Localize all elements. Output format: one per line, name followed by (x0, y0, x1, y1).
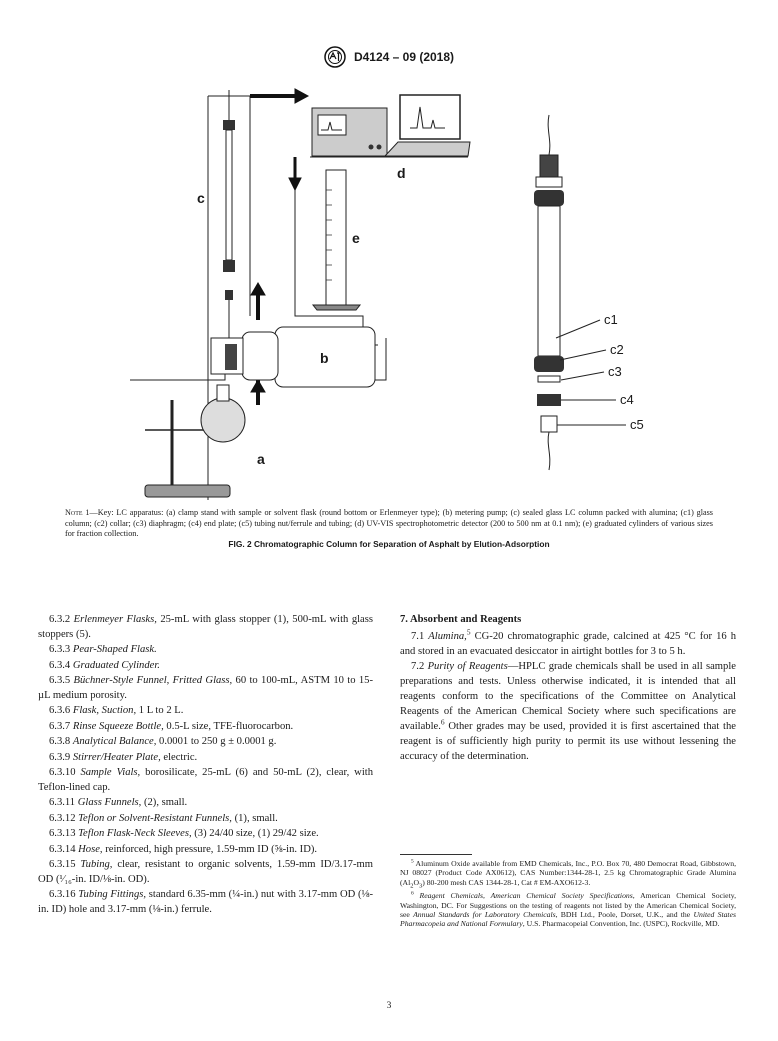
apparatus-diagram (120, 80, 680, 500)
list-item: 6.3.10 Sample Vials, borosilicate, 25-mL (6) and 50-mL (2), clear, with Teflon-lined cap. (38, 767, 374, 793)
figure-2-apparatus (120, 80, 680, 500)
list-item: 6.3.6 Flask, Suction, 1 L to 2 L. (49, 705, 184, 717)
uv-vis-detector (312, 95, 470, 156)
footnote-6: $^6$ Reagent Chemicals, American Chemical Society Specifications, American Chemical Society, Washington, DC. For Suggestions on the testing of reagents not listed by the American Chemical Society, see Annual Standards for Laboratory Chemicals, BDH Ltd., Poole, Dorset, U.K., and the United States Pharmacopeia and National Formulary, U.S. Pharmacopeial Convention, Inc. (USPC), Rockville, MD. (400, 890, 736, 929)
label-c2: c2 (610, 342, 624, 357)
label-b: b (320, 350, 329, 366)
page-number: 3 (386, 1001, 392, 1011)
metering-pump (211, 327, 375, 387)
section-heading: 7. Absorbent and Reagents (400, 614, 522, 625)
figure-caption: FIG. 2 Chromatographic Column for Separation of Asphalt by Elution-Adsorption (228, 539, 550, 549)
list-item: 6.3.11 Glass Funnels, (2), small. (49, 797, 188, 809)
right-column (400, 613, 736, 765)
left-column (38, 613, 373, 918)
paragraph-7-1: 7.1 Alumina,$^5$ CG-20 chromatographic grade, calcined at 425 °C for 16 h and stored in an evacuated desiccator in airtight bottles for 3 to 5 h. (400, 627, 736, 657)
document-header (0, 46, 778, 68)
list-item: 6.3.5 Büchner-Style Funnel, Fritted Glass, 60 to 100-mL, ASTM 10 to 15-µL medium porosity. (38, 675, 373, 702)
list-item: 6.3.13 Teflon Flask-Neck Sleeves, (3) 24/40 size, (1) 29/42 size. (49, 828, 319, 840)
list-item: 6.3.15 Tubing, clear, resistant to organic solvents, 1.59-mm ID/3.17-mm OD (¹⁄₁₆-in. ID/⅛-in. OD). (38, 859, 373, 885)
list-item: 6.3.3 Pear-Shaped Flask. (49, 644, 157, 656)
label-c: c (197, 190, 205, 206)
paragraph-7-2: 7.2 Purity of Reagents—HPLC grade chemicals shall be used in all sample preparations and tests. Unless otherwise indicated, it is intended that all reagents conform to the specifications of the Committee on Analytical Reagents of the American Chemical Society where such specifications are available.$^6$ Other grades may be used, provided it is first ascertained that the reagent is of sufficiently high purity to permit its use without lessening the accuracy of the determination. (400, 661, 736, 762)
standard-designation: D4124 – 09 (2018) (353, 50, 455, 64)
label-c4: c4 (620, 392, 634, 407)
list-item: 6.3.9 Stirrer/Heater Plate, electric. (49, 751, 198, 763)
list-item: 6.3.8 Analytical Balance, 0.0001 to 250 g ± 0.0001 g. (49, 736, 277, 748)
label-c5: c5 (630, 417, 644, 432)
clamp-stand (145, 385, 245, 497)
footnote-rule (400, 854, 472, 855)
list-item: 6.3.14 Hose, reinforced, high pressure, 1.59-mm ID (⅝-in. ID). (49, 843, 318, 855)
label-c1: c1 (604, 312, 618, 327)
astm-logo-icon (324, 46, 346, 68)
note-text: —Key: LC apparatus: (a) clamp stand with sample or solvent flask (round bottom or Erlenmeyer type); (b) metering pump; (c) sealed glass LC column packed with alumina; (c1) glass column; (c2) collar; (c3) diaphragm; (c4) end plate; (c5) tubing nut/ferrule and tubing; (d) UV-VIS spectrophotometric detector (200 to 500 nm at 0.1 nm); (e) graduated cylinders of various sizes for fraction collection. (65, 508, 713, 539)
figure-note (65, 508, 713, 540)
footnotes (400, 854, 736, 930)
label-d: d (397, 165, 406, 181)
list-item: 6.3.4 Graduated Cylinder. (49, 659, 160, 671)
lc-column-small (223, 90, 235, 338)
footnote-5: $^5$ Aluminum Oxide available from EMD Chemicals, Inc., P.O. Box 70, 480 Democrat Road, Gibbstown, NJ 08027 (Product Code AX0612), CAS Number:1344-28-1, 2.5 kg Chromatographic Grade Alumina $(Al_2O_3)$ 80-200 mesh CAS 1344-28-1, Cat # EM-AXO612-3. (400, 858, 736, 890)
label-c3: c3 (608, 364, 622, 379)
label-a: a (257, 451, 265, 467)
list-item: 6.3.16 Tubing Fittings, standard 6.35-mm (¼-in.) nut with 3.17-mm OD (⅛-in. ID) hole and 3.17-mm (⅛-in.) ferrule. (38, 889, 374, 916)
list-item: 6.3.12 Teflon or Solvent-Resistant Funnels, (1), small. (49, 812, 278, 824)
list-item: 6.3.7 Rinse Squeeze Bottle, 0.5-L size, TFE-fluorocarbon. (49, 720, 294, 732)
list-item: 6.3.2 Erlenmeyer Flasks, 25-mL with glass stopper (1), 500-mL with glass stoppers (5). (38, 614, 374, 640)
note-prefix: Note 1 (65, 508, 90, 517)
label-e: e (352, 230, 360, 246)
lc-column-detail (534, 115, 626, 470)
